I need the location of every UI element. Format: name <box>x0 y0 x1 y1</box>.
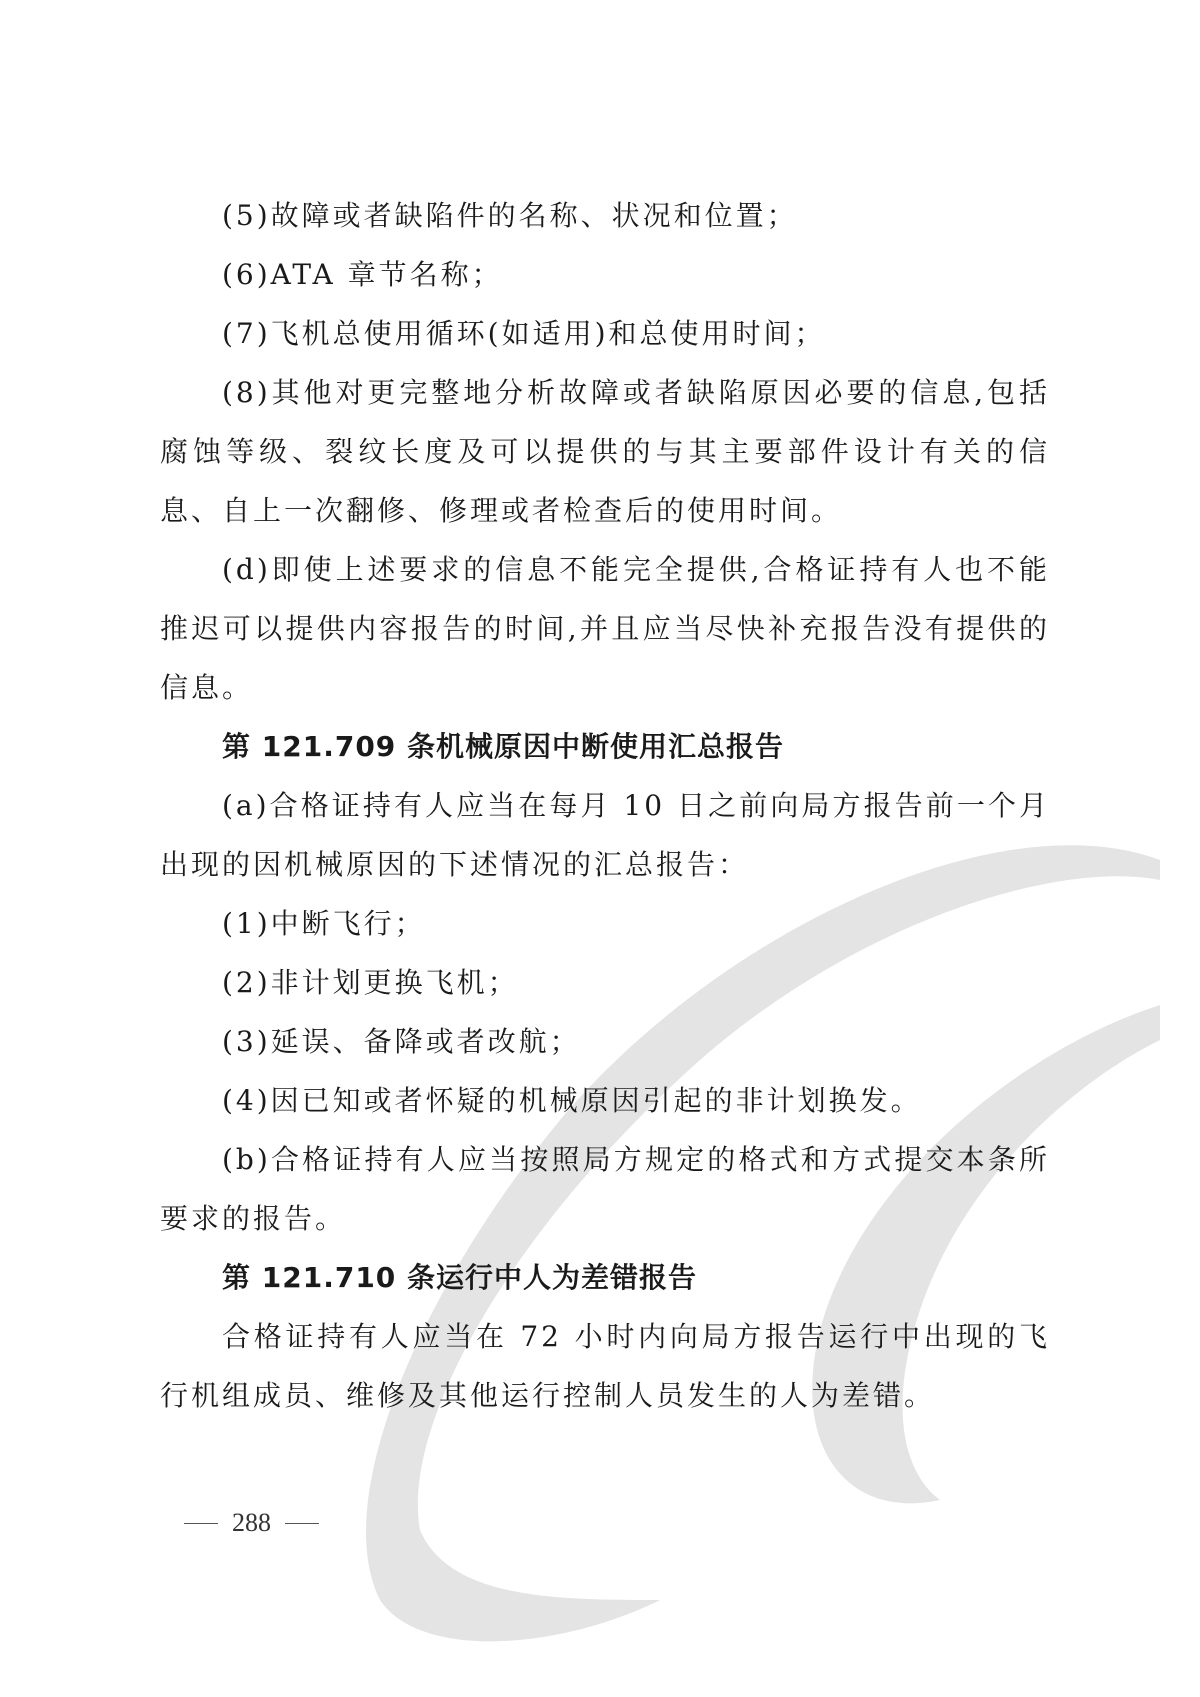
body-paragraph: (6)ATA 章节名称； <box>222 258 503 291</box>
body-paragraph: (5)故障或者缺陷件的名称、状况和位置； <box>222 199 798 232</box>
body-paragraph: (4)因已知或者怀疑的机械原因引起的非计划换发。 <box>222 1084 922 1117</box>
footer-dash-left <box>184 1523 218 1524</box>
section-heading: 第 121.710 条运行中人为差错报告 <box>222 1261 698 1294</box>
body-paragraph: (b)合格证持有人应当按照局方规定的格式和方式提交本条所要求的报告。 <box>160 1143 1050 1235</box>
document-body <box>160 186 1050 1425</box>
page-footer <box>184 1508 319 1538</box>
body-paragraph: (2)非计划更换飞机； <box>222 966 519 999</box>
body-paragraph: 合格证持有人应当在 72 小时内向局方报告运行中出现的飞行机组成员、维修及其他运行控制人员发生的人为差错。 <box>160 1320 1050 1412</box>
body-paragraph: (1)中断飞行； <box>222 907 426 940</box>
page-number: 288 <box>232 1508 271 1537</box>
body-paragraph: (7)飞机总使用循环(如适用)和总使用时间； <box>222 317 826 350</box>
body-paragraph: (3)延误、备降或者改航； <box>222 1025 581 1058</box>
body-paragraph: (8)其他对更完整地分析故障或者缺陷原因必要的信息,包括腐蚀等级、裂纹长度及可以提供的与其主要部件设计有关的信息、自上一次翻修、修理或者检查后的使用时间。 <box>160 376 1050 527</box>
body-paragraph: (a)合格证持有人应当在每月 10 日之前向局方报告前一个月出现的因机械原因的下述情况的汇总报告： <box>160 789 1050 881</box>
section-heading: 第 121.709 条机械原因中断使用汇总报告 <box>222 730 785 763</box>
footer-dash-right <box>285 1523 319 1524</box>
body-paragraph: (d)即使上述要求的信息不能完全提供,合格证持有人也不能推迟可以提供内容报告的时间,并且应当尽快补充报告没有提供的信息。 <box>160 553 1050 704</box>
